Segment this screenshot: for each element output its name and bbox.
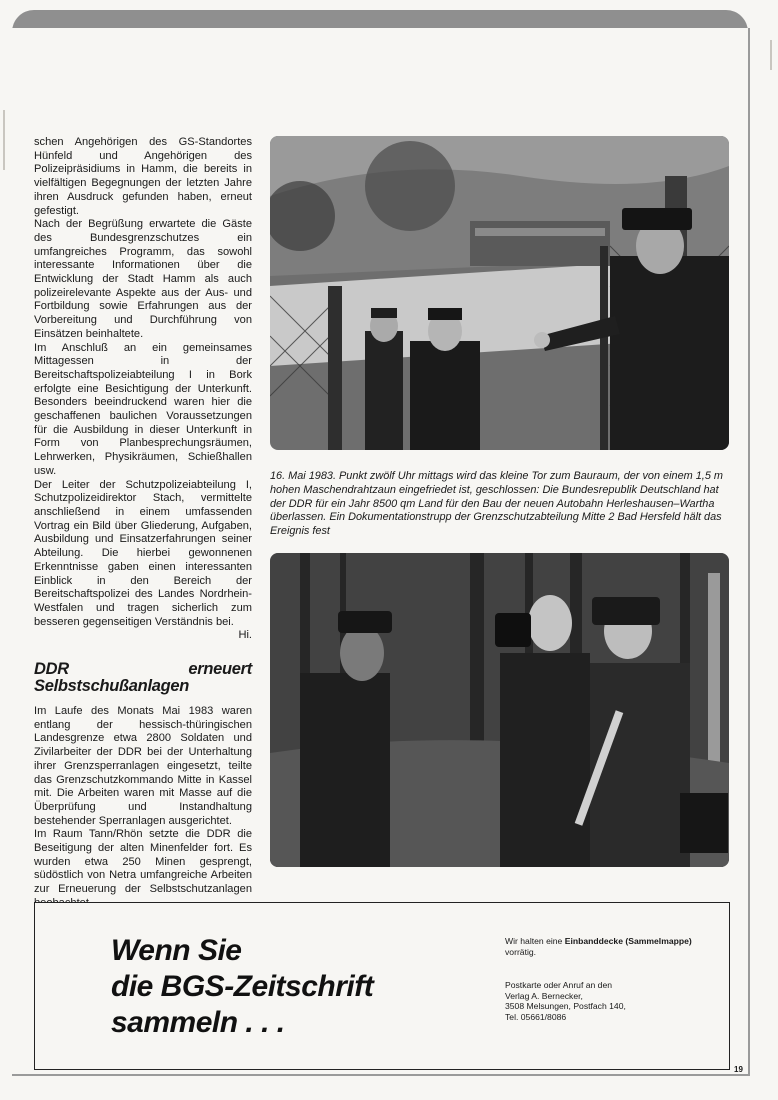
ad-offer-suffix: vorrätig.	[505, 946, 537, 957]
ad-contact-block	[505, 936, 715, 1022]
ad-headline-line: die BGS-Zeitschrift	[111, 970, 374, 1003]
ad-offer-text	[505, 936, 715, 957]
left-text-column	[34, 136, 252, 924]
subscription-ad	[34, 902, 730, 1070]
article-paragraph: schen Angehörigen des GS-Standortes Hünfeld und Angehörigen des Polizeipräsidiums in Hamm, die bereits in vielfältigen Begegnungen der letzten Jahre ihren Ausdruck gefunden haben, erneut gefestigt.	[34, 136, 252, 217]
ad-offer-product: Einbanddecke (Sammelmappe)	[564, 936, 692, 946]
ddr-article-headline: DDR erneuert Selbstschußanlagen	[34, 660, 252, 696]
ad-offer-prefix: Wir halten eine	[505, 936, 565, 946]
article-paragraph: Der Leiter der Schutzpolizeiabteilung I, Schutzpolizeidirektor Stach, vermittelte anschließend in einem umfassenden Vortrag ein Bild über Gliederung, Aufgaben, Ausbildung und Einsatzerfahrungen seiner Abteilung. Die hierbei gewonnenen Erkenntnisse gaben einen interessanten Einblick in den Bereich der Bereitschaftspolizei des Landes Nordrhein-Westfalen und tragen sicherlich zum besseren gegenseitigen Verständnis bei.	[34, 478, 252, 628]
article-paragraph: Im Raum Tann/Rhön setzte die DDR die Beseitigung der alten Minenfelder fort. Es wurden etwa 250 Minen gesprengt, südöstlich von Netra umfangreiche Arbeiten zur Erneuerung der Selbstschutzanlagen	[34, 828, 252, 896]
ad-headline-line: sammeln . . .	[111, 1006, 285, 1039]
ad-contact-line: Tel. 05661/8086	[505, 1011, 567, 1022]
scan-edge-mark	[3, 110, 5, 170]
photo-caption: 16. Mai 1983. Punkt zwölf Uhr mittags wird das kleine Tor zum Bauraum, der von einem 1,5 m hohen Maschendrahtzaun eingefriedet ist, geschlossen: Die Bundesrepublik Deutschland hat der DDR für ein Jahr 8500 qm Land für den Bau der neuen Autobahn Herleshausen–Wartha überlassen. Ein Dokumentationstrupp der Grenzschutzabteilung Mitte 2 Bad Hersfeld hält das Ereignis fest	[270, 470, 723, 538]
documentation-team-photo	[270, 553, 729, 867]
ad-contact-line: Postkarte oder Anruf an den	[505, 980, 613, 990]
scan-edge-mark	[770, 40, 772, 70]
author-signature: Hi.	[238, 629, 252, 642]
article-paragraph: Im Laufe des Monats Mai 1983 waren entlang der hessisch-thüringischen Landesgrenze etwa 2800 Soldaten und Zivilarbeiter der DDR bei der Unterhaltung ihrer Grenzsperranlagen eingesetzt, teilte das Grenzschutzkommando Mitte in Kassel mit. Die Arbeiten waren mit Masse auf die Überprüfung und Instandhaltung bestehender Sperranlagen ausgerichtet.	[34, 705, 252, 827]
border-fence-photo	[270, 136, 729, 450]
article-paragraph: Nach der Begrüßung erwartete die Gäste des Bundesgrenzschutzes ein umfangreiches Programm, das sowohl interessante Informationen über die Entwicklung der Stadt Hamm als auch polizeirelevante Aspekte aus der Aus- und Fortbildung sowie Erfahrungen aus der Vorbereitung und Durchführung von Einsätzen beinhaltete.	[34, 218, 252, 340]
ad-contact-line: Verlag A. Bernecker,	[505, 990, 583, 1001]
ad-headline	[111, 933, 471, 1041]
article-paragraph: Im Anschluß an ein gemeinsames Mittagessen in der Bereitschaftspolizeiabteilung I in Bork erfolgte eine Besichtigung der Unterkunft. Besonders beeindruckend waren hier die geschaffenen baulichen Voraussetzungen für die Ausbildung in dieser Unterkunft in Form von Planbesprechungsräumen, Lehrwerken, Physikräumen, Schießhallen usw.	[34, 341, 252, 477]
ad-contact-line: 3508 Melsungen, Postfach 140,	[505, 1001, 626, 1011]
ad-headline-line: Wenn Sie	[111, 934, 242, 967]
page-number: 19	[734, 1065, 743, 1074]
